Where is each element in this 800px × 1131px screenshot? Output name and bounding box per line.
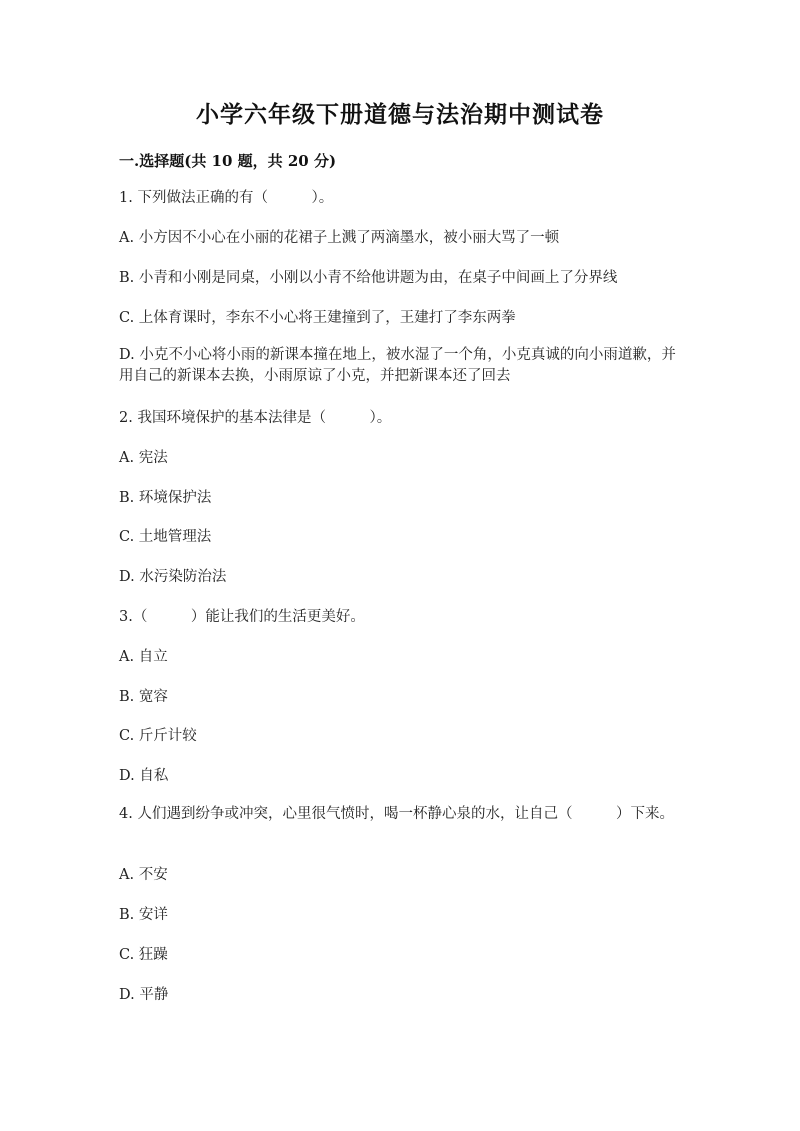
question-1-option-a: A. 小方因不小心在小丽的花裙子上溅了两滴墨水，被小丽大骂了一顿 xyxy=(119,230,560,246)
question-2-option-c: C. 土地管理法 xyxy=(119,529,212,545)
question-1-stem: 1. 下列做法正确的有（ ）。 xyxy=(119,190,334,206)
question-4-option-a: A. 不安 xyxy=(119,867,168,883)
question-1-option-b: B. 小青和小刚是同桌，小刚以小青不给他讲题为由，在桌子中间画上了分界线 xyxy=(119,270,618,286)
question-1-option-c: C. 上体育课时，李东不小心将王建撞到了，王建打了李东两拳 xyxy=(119,310,516,326)
question-3-option-c: C. 斤斤计较 xyxy=(119,728,197,744)
question-4-option-d: D. 平静 xyxy=(119,987,169,1003)
question-3-option-d: D. 自私 xyxy=(119,768,169,784)
question-2-stem: 2. 我国环境保护的基本法律是（ ）。 xyxy=(119,410,392,426)
question-3-stem: 3.（ ）能让我们的生活更美好。 xyxy=(119,609,365,625)
question-4-option-c: C. 狂躁 xyxy=(119,947,168,963)
question-3-option-a: A. 自立 xyxy=(119,649,168,665)
question-2-option-d: D. 水污染防治法 xyxy=(119,569,227,585)
question-2-option-a: A. 宪法 xyxy=(119,450,168,466)
question-4-option-b: B. 安详 xyxy=(119,907,168,923)
section-heading: 一.选择题(共 10 题，共 20 分) xyxy=(119,152,337,170)
question-2-option-b: B. 环境保护法 xyxy=(119,490,212,506)
question-1-option-d: D. 小克不小心将小雨的新课本撞在地上，被水湿了一个角，小克真诚的向小雨道歉，并用自己的新课本去换，小雨原谅了小克，并把新课本还了回去 xyxy=(119,347,676,384)
question-3-option-b: B. 宽容 xyxy=(119,689,168,705)
page-title: 小学六年级下册道德与法治期中测试卷 xyxy=(196,101,604,128)
question-4-stem: 4. 人们遇到纷争或冲突，心里很气愤时，喝一杯静心泉的水，让自己（ ）下来。 xyxy=(119,806,674,822)
